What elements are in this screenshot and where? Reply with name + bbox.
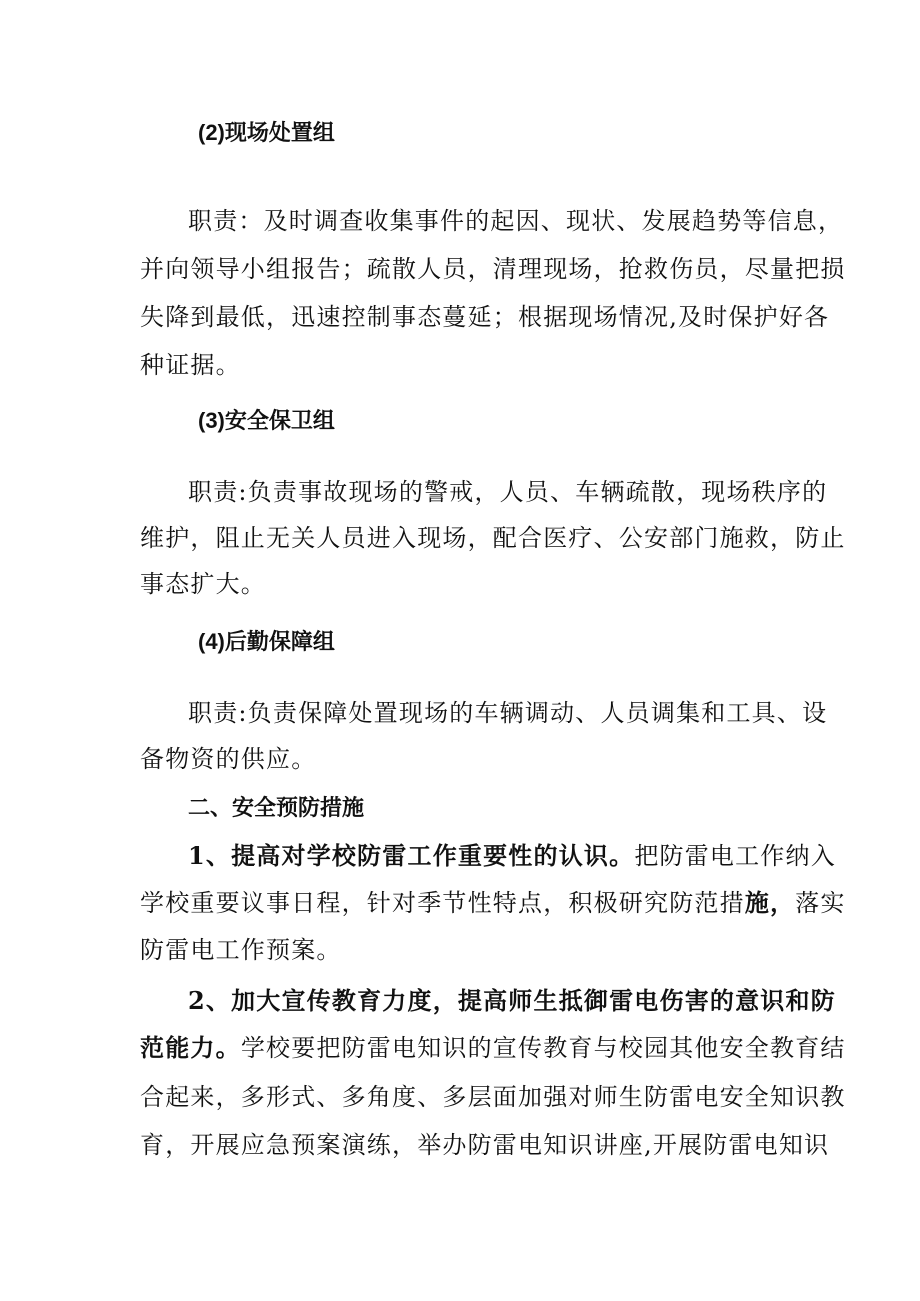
prevention-item1-line-3: 防雷电工作预案。: [140, 936, 342, 964]
onsite-duty-line-1: 职责：及时调查收集事件的起因、现状、发展趋势等信息，: [188, 207, 844, 235]
logistics-duty-line-1: 职责:负责保障处置现场的车辆调动、人员调集和工具、设: [188, 699, 828, 727]
prevention-item2-line-2: [140, 1033, 846, 1063]
section-title-prevention: 二、安全预防措施: [188, 795, 365, 821]
prevention-item1-line-2: [140, 888, 846, 918]
prevention-item1-lead: 1、提高对学校防雷工作重要性的认识。: [188, 841, 635, 870]
prevention-item1-line2-b: 落实: [795, 889, 846, 917]
section-title-security: (3)安全保卫组: [198, 408, 335, 433]
section-title-onsite: (2)现场处置组: [198, 120, 335, 145]
prevention-item2-line-4: 育，开展应急预案演练，举办防雷电知识讲座,开展防雷电知识: [140, 1131, 830, 1159]
prevention-item2-line-3: 合起来，多形式、多角度、多层面加强对师生防雷电安全知识教: [140, 1083, 846, 1111]
security-duty-line-2: 维护，阻止无关人员进入现场，配合医疗、公安部门施救，防止: [140, 524, 846, 552]
prevention-item1-line2-a: 学校重要议事日程，针对季节性特点，积极研究防范措: [140, 889, 745, 917]
security-duty-line-3: 事态扩大。: [140, 570, 266, 598]
prevention-item1-line2-bold: 施，: [744, 888, 796, 917]
logistics-duty-line-2: 备物资的供应。: [140, 745, 317, 773]
prevention-item2-line-1: 2、加大宣传教育力度，提高师生抵御雷电伤害的意识和防: [188, 986, 836, 1015]
prevention-item2-lead-line-2: 范能力。: [140, 1033, 241, 1062]
section-title-logistics: (4)后勤保障组: [198, 629, 335, 654]
prevention-item1-line-1: [188, 841, 848, 871]
security-duty-line-1: 职责:负责事故现场的警戒，人员、车辆疏散，现场秩序的: [188, 478, 828, 506]
prevention-item2-line2-rest: 学校要把防雷电知识的宣传教育与校园其他安全教育结: [240, 1034, 846, 1062]
onsite-duty-line-4: 种证据。: [140, 351, 241, 379]
onsite-duty-line-2: 并向领导小组报告；疏散人员，清理现场，抢救伤员，尽量把损: [140, 255, 846, 283]
prevention-item1-line1-rest: 把防雷电工作纳入: [634, 842, 836, 870]
onsite-duty-line-3: 失降到最低，迅速控制事态蔓延；根据现场情况,及时保护好各: [140, 303, 830, 331]
